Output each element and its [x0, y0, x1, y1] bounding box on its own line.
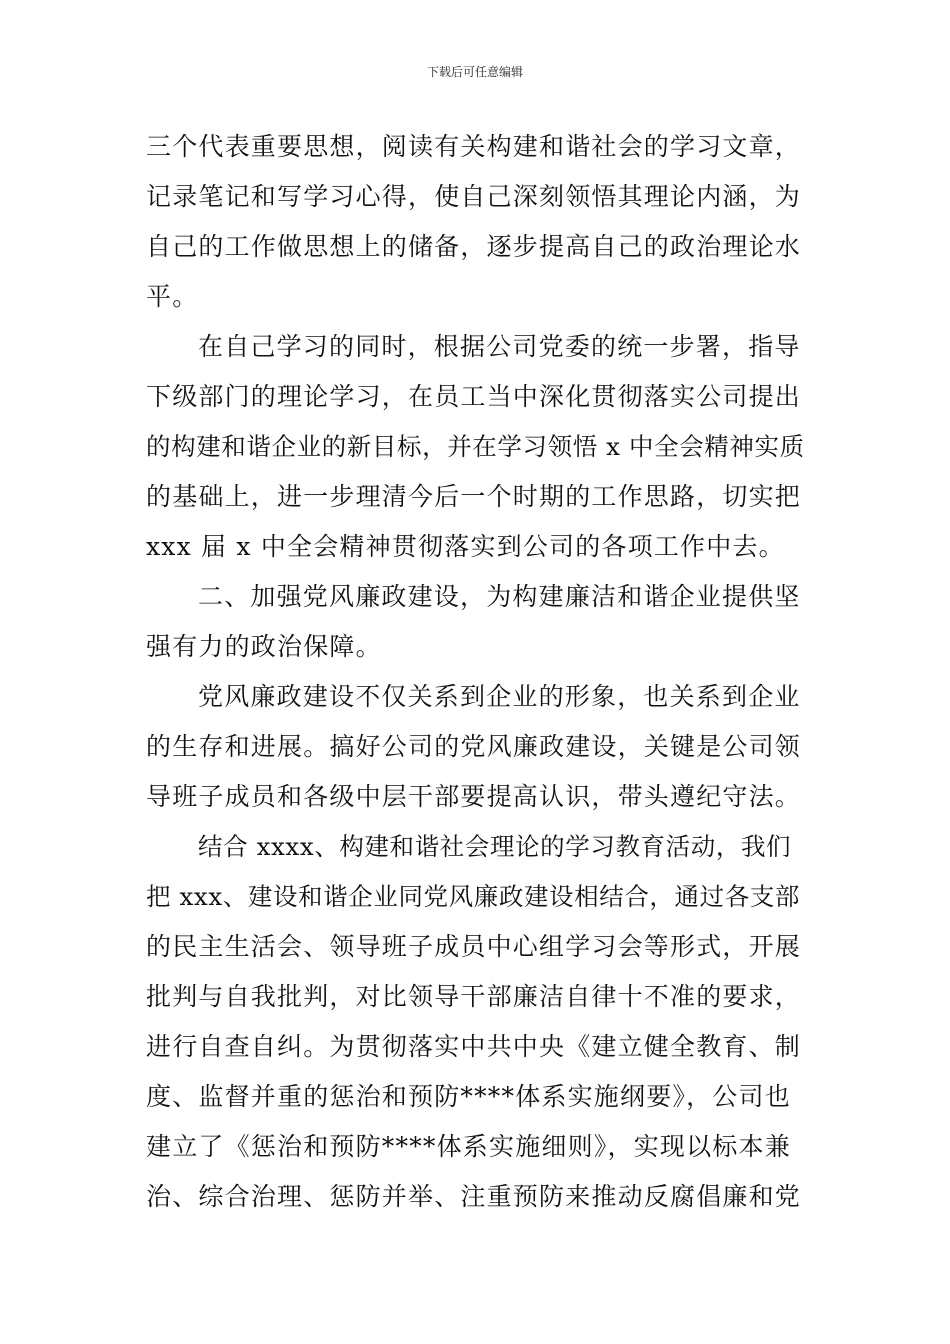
text-line: 治、综合治理、惩防并举、注重预防来推动反腐倡廉和党 — [146, 1182, 802, 1211]
text-line: 的民主生活会、领导班子成员中心组学习会等形式，开展 — [146, 932, 802, 961]
text-line: 下级部门的理论学习，在员工当中深化贯彻落实公司提出 — [146, 382, 802, 411]
page-header: 下载后可任意编辑 — [426, 65, 523, 79]
text-line: 三个代表重要思想，阅读有关构建和谐社会的学习文章， — [146, 132, 802, 161]
document-body — [146, 122, 810, 1222]
text-line: 记录笔记和写学习心得，使自己深刻领悟其理论内涵，为 — [146, 182, 802, 211]
text-line: 的构建和谐企业的新目标，并在学习领悟 x 中全会精神实质 — [146, 432, 805, 461]
text-line: xxx 届 x 中全会精神贯彻落实到公司的各项工作中去。 — [146, 532, 785, 561]
text-line: 批判与自我批判，对比领导干部廉洁自律十不准的要求， — [146, 982, 802, 1011]
text-line: 的生存和进展。搞好公司的党风廉政建设，关键是公司领 — [146, 732, 802, 761]
text-line: 建立了《惩治和预防****体系实施细则》，实现以标本兼 — [146, 1132, 791, 1161]
text-line: 平。 — [146, 282, 199, 311]
text-line: 度、监督并重的惩治和预防****体系实施纲要》，公司也 — [146, 1082, 791, 1111]
text-line: 二、加强党风廉政建设，为构建廉洁和谐企业提供坚 — [198, 582, 801, 611]
text-line: 强有力的政治保障。 — [146, 632, 382, 661]
text-line: 自己的工作做思想上的储备，逐步提高自己的政治理论水 — [146, 232, 802, 261]
text-line: 的基础上，进一步理清今后一个时期的工作思路，切实把 — [146, 482, 802, 511]
text-line: 结合 xxxx、构建和谐社会理论的学习教育活动，我们 — [198, 832, 792, 861]
text-line: 导班子成员和各级中层干部要提高认识，带头遵纪守法。 — [146, 782, 802, 811]
text-line: 把 xxx、建设和谐企业同党风廉政建设相结合，通过各支部 — [146, 882, 801, 911]
text-line: 党风廉政建设不仅关系到企业的形象，也关系到企业 — [198, 682, 801, 711]
text-line: 进行自查自纠。为贯彻落实中共中央《建立健全教育、制 — [146, 1032, 802, 1061]
text-line: 在自己学习的同时，根据公司党委的统一步署，指导 — [198, 332, 801, 361]
